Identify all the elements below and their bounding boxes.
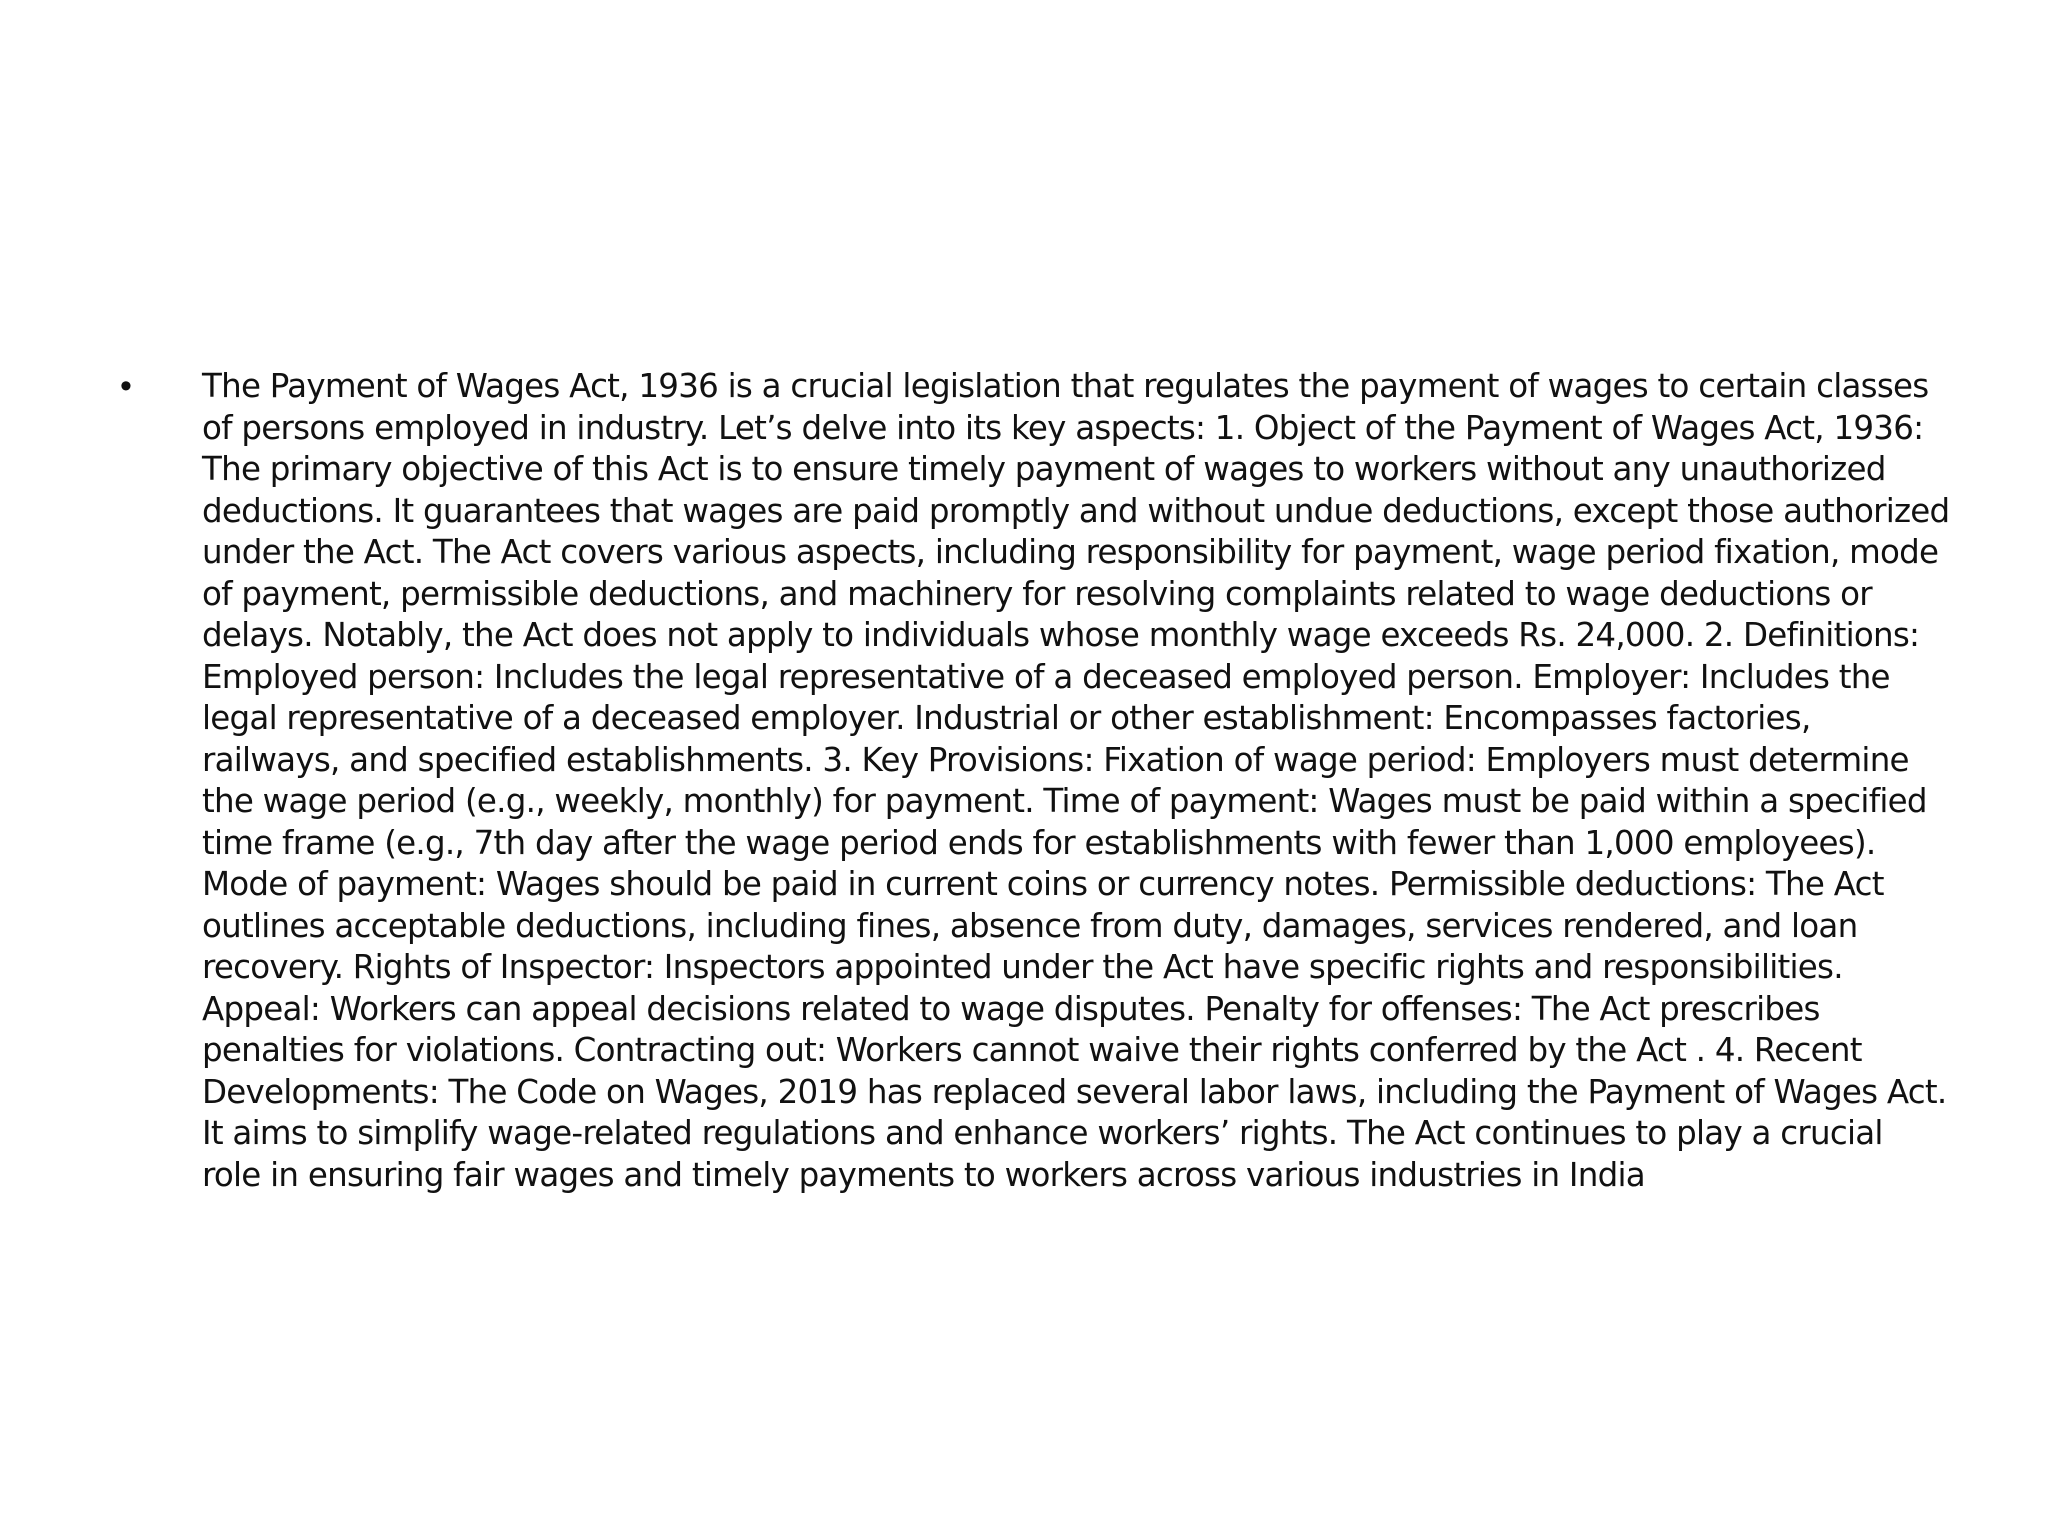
bullet-item	[120, 366, 1950, 1196]
bullet-text: The Payment of Wages Act, 1936 is a crucial legislation that regulates the payment of wages to certain classes of persons employed in industry. Let’s delve into its key aspects: 1. Object of the Payment of Wages Act, 1936: The primary objective of this Act is to ensure timely payment of wages to workers without any unauthorized deductions. It guarantees that wages are paid promptly and without undue deductions, except those authorized under the Act. The Act covers various aspects, including responsibility for payment, wage period fixation, mode of payment, permissible deductions, and machinery for resolving complaints related to wage deductions or delays. Notably, the Act does not apply to individuals whose monthly wage exceeds Rs. 24,000. 2. Definitions: Employed person: Includes the legal representative of a deceased employed person. Employer: Includes the legal representative of a deceased employer. Industrial or other establishment: Encompasses factories, railways, and specified establishments. 3. Key Provisions: Fixation of wage period: Employers must determine the wage period (e.g., weekly, monthly) for payment. Time of payment: Wages must be paid within a specified time frame (e.g., 7th day after the wage period ends for establishments with fewer than 1,000 employees). Mode of payment: Wages should be paid in current coins or currency notes. Permissible deductions: The Act outlines acceptable deductions, including fines, absence from duty, damages, services rendered, and loan recovery. Rights of Inspector: Inspectors appointed under the Act have specific rights and responsibilities. Appeal: Workers can appeal decisions related to wage disputes. Penalty for offenses: The Act prescribes penalties for violations. Contracting out: Workers cannot waive their rights conferred by the Act . 4. Recent Developments: The Code on Wages, 2019 has replaced several labor laws, including the Payment of Wages Act. It aims to simplify wage-related regulations and enhance workers’ rights. The Act continues to play a crucial role in ensuring fair wages and timely payments to workers across various industries in India	[202, 367, 1950, 1194]
bullet-marker: •	[120, 367, 132, 405]
bullet-list	[120, 366, 1950, 1196]
